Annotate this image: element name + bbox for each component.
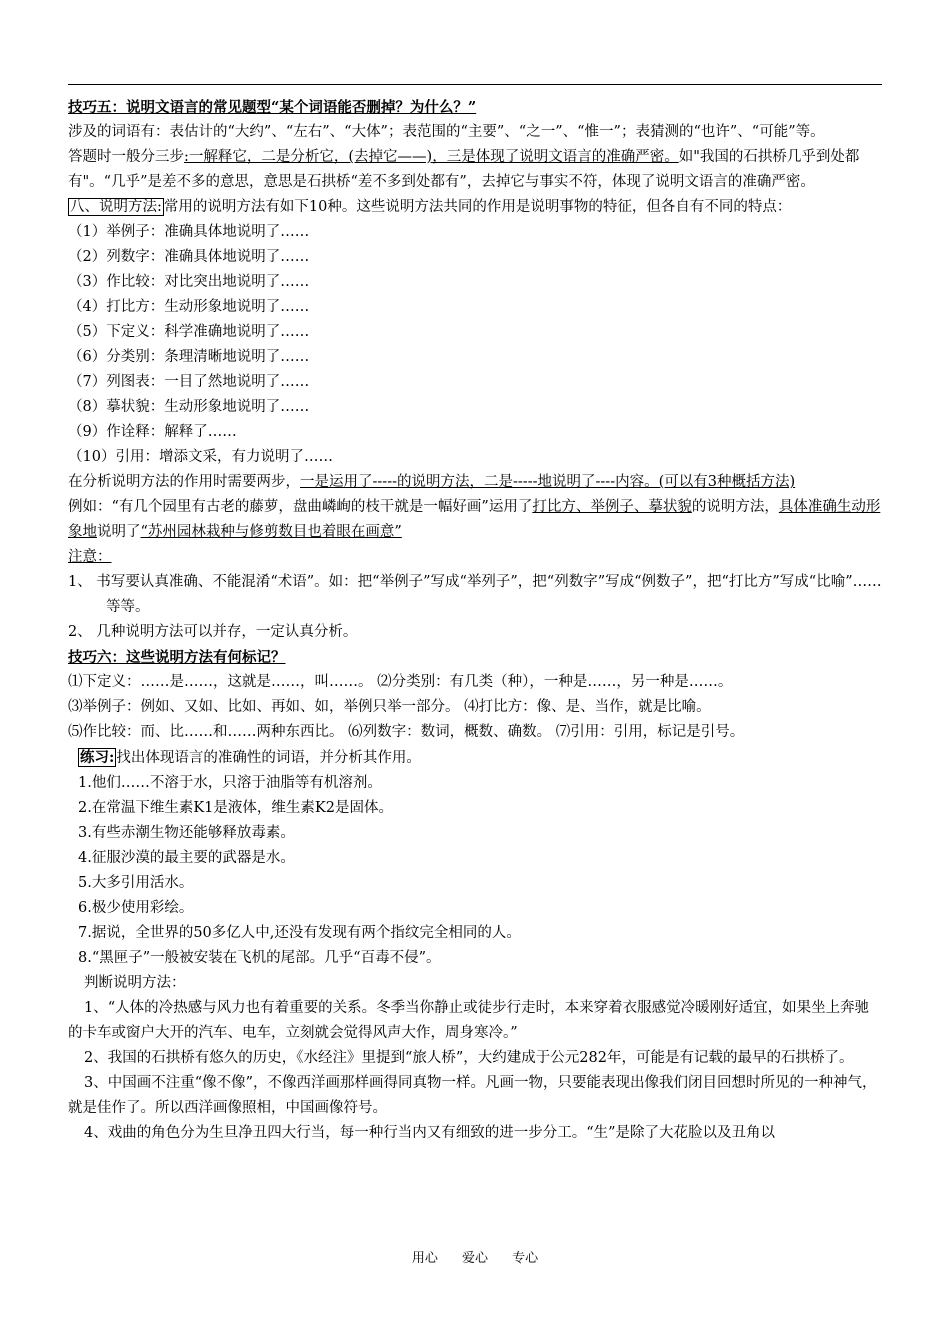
method-item: （10）引用：增添文采，有力说明了…… <box>68 449 333 465</box>
practice-item: 8.“黑匣子”一般被安装在飞机的尾部。几乎“百毒不侵”。 <box>78 950 441 966</box>
example-part-3: 说明了 <box>97 524 141 540</box>
note-label: 注意： <box>68 549 112 565</box>
example-effect: 具体准确生动形象地 <box>68 499 881 540</box>
document-body <box>68 95 883 1146</box>
method-item: （8）摹状貌：生动形象地说明了…… <box>68 399 310 415</box>
section8-intro-text: 常用的说明方法有如下10种。这些说明方法共同的作用是说明事物的特征，但各自有不同的特点： <box>163 199 792 215</box>
method-list <box>68 220 883 470</box>
method-item: （5）下定义：科学准确地说明了…… <box>68 324 310 340</box>
practice-item: 6.极少使用彩绘。 <box>78 900 194 916</box>
practice-item: 4.征服沙漠的最主要的武器是水。 <box>78 850 295 866</box>
footer-word: 用心 <box>411 1251 438 1266</box>
page-footer <box>0 1247 950 1266</box>
skill5-paragraph-1: 涉及的词语有：表估计的“大约”、“左右”、“大体”；表范围的“主要”、“之一”、“惟一”；表猜测的“也许”、“可能”等。 <box>68 124 825 140</box>
analysis-paragraph <box>68 470 883 495</box>
practice-item: 1.他们……不溶于水，只溶于油脂等有机溶剂。 <box>78 775 382 791</box>
method-item: （9）作诠释：解释了…… <box>68 424 237 440</box>
marker-line: ⑸作比较：而、比……和……两种东西比。 ⑹列数字：数词，概数、确数。 ⑺引用：引用，标记是引号。 <box>68 724 745 740</box>
skill6-title: 技巧六：这些说明方法有何标记？ <box>68 649 286 666</box>
method-item: （1）举例子：准确具体地说明了…… <box>68 224 310 240</box>
method-item: （2）列数字：准确具体地说明了…… <box>68 249 310 265</box>
analysis-pre: 在分析说明方法的作用时需要两步， <box>68 474 300 490</box>
method-item: （6）分类别：条理清晰地说明了…… <box>68 349 310 365</box>
analysis-steps: 一是运用了-----的说明方法，二是-----地说明了----内容。(可以有3种概括方法) <box>300 474 796 490</box>
judge-item: 1、“人体的冷热感与风力也有着重要的关系。冬季当你静止或徒步行走时，本来穿着衣服感觉冷暖刚好适宜，如果坐上奔驰的卡车或窗户大开的汽车、电车，立刻就会觉得风声大作，周身寒冷。” <box>68 1000 870 1041</box>
judge-item: 3、中国画不注重“像不像”，不像西洋画那样画得同真物一样。凡画一物，只要能表现出像我们闭目回想时所见的一种神气，就是佳作了。所以西洋画像照相，中国画像符号。 <box>68 1075 877 1116</box>
judge-item: 4、戏曲的角色分为生旦净丑四大行当，每一种行当内又有细致的进一步分工。“生”是除了大花脸以及丑角以 <box>84 1125 776 1141</box>
skill5-p2-pre: 答题时一般分三步 <box>68 149 184 165</box>
section8-intro <box>68 195 883 220</box>
note-item: 1、 书写要认真准确、不能混淆“术语”。如：把“举例子”写成“举列子”，把“列数字”写成“例数子”，把“打比方”写成“比喻”……等等。 <box>68 574 882 615</box>
section8-label: 八、说明方法: <box>70 199 162 215</box>
skill5-p2-steps: :一解释它，二是分析它，(去掉它——)，三是体现了说明文语言的准确严密。 <box>184 149 679 165</box>
footer-word: 爱心 <box>461 1251 488 1266</box>
example-methods: 打比方、举例子、摹状貌 <box>532 499 692 515</box>
example-part-1: 例如：“有几个园里有古老的藤萝，盘曲嶙峋的枝干就是一幅好画”运用了 <box>68 499 533 515</box>
marker-line: ⑴下定义：……是……，这就是……，叫……。 ⑵分类别：有几类（种），一种是……，另一种是……。 <box>68 674 733 690</box>
example-paragraph <box>68 495 883 545</box>
practice-intro <box>68 745 883 771</box>
practice-item: 5.大多引用活水。 <box>78 875 194 891</box>
judge-label: 判断说明方法： <box>84 975 186 991</box>
practice-item: 2.在常温下维生素K1是液体，维生素K2是固体。 <box>78 800 393 816</box>
footer-word: 专心 <box>512 1251 539 1266</box>
example-content: “苏州园林栽种与修剪数目也着眼在画意” <box>140 524 402 540</box>
practice-item: 7.据说，全世界的50多亿人中,还没有发现有两个指纹完全相同的人。 <box>78 925 521 941</box>
skill5-title: 技巧五：说明文语言的常见题型“某个词语能否删掉？为什么？” <box>68 99 477 116</box>
practice-intro-text: 找出体现语言的准确性的词语，并分析其作用。 <box>116 750 421 766</box>
practice-item: 3.有些赤潮生物还能够释放毒素。 <box>78 825 295 841</box>
example-part-2: 的说明方法， <box>691 499 779 515</box>
header-rule <box>68 84 882 85</box>
marker-line: ⑶举例子：例如、又如、比如、再如、如，举例只举一部分。 ⑷打比方：像、是、当作，就是比喻。 <box>68 699 711 715</box>
skill5-p2-example: 如"我国的石拱桥几乎到处都有"。“几乎”是差不多的意思，意思是石拱桥“差不多到处都有”，去掉它与事实不符，体现了说明文语言的准确严密。 <box>68 149 860 190</box>
practice-label: 练习: <box>80 749 115 766</box>
judge-item: 2、我国的石拱桥有悠久的历史，《水经注》里提到“旅人桥”，大约建成于公元282年，可能是有记载的最早的石拱桥了。 <box>84 1050 854 1066</box>
skill5-paragraph-2 <box>68 145 883 195</box>
method-item: （3）作比较：对比突出地说明了…… <box>68 274 310 290</box>
method-item: （4）打比方：生动形象地说明了…… <box>68 299 310 315</box>
note-item: 2、 几种说明方法可以并存，一定认真分析。 <box>68 624 358 640</box>
method-item: （7）列图表：一目了然地说明了…… <box>68 374 310 390</box>
practice-list <box>68 771 883 971</box>
